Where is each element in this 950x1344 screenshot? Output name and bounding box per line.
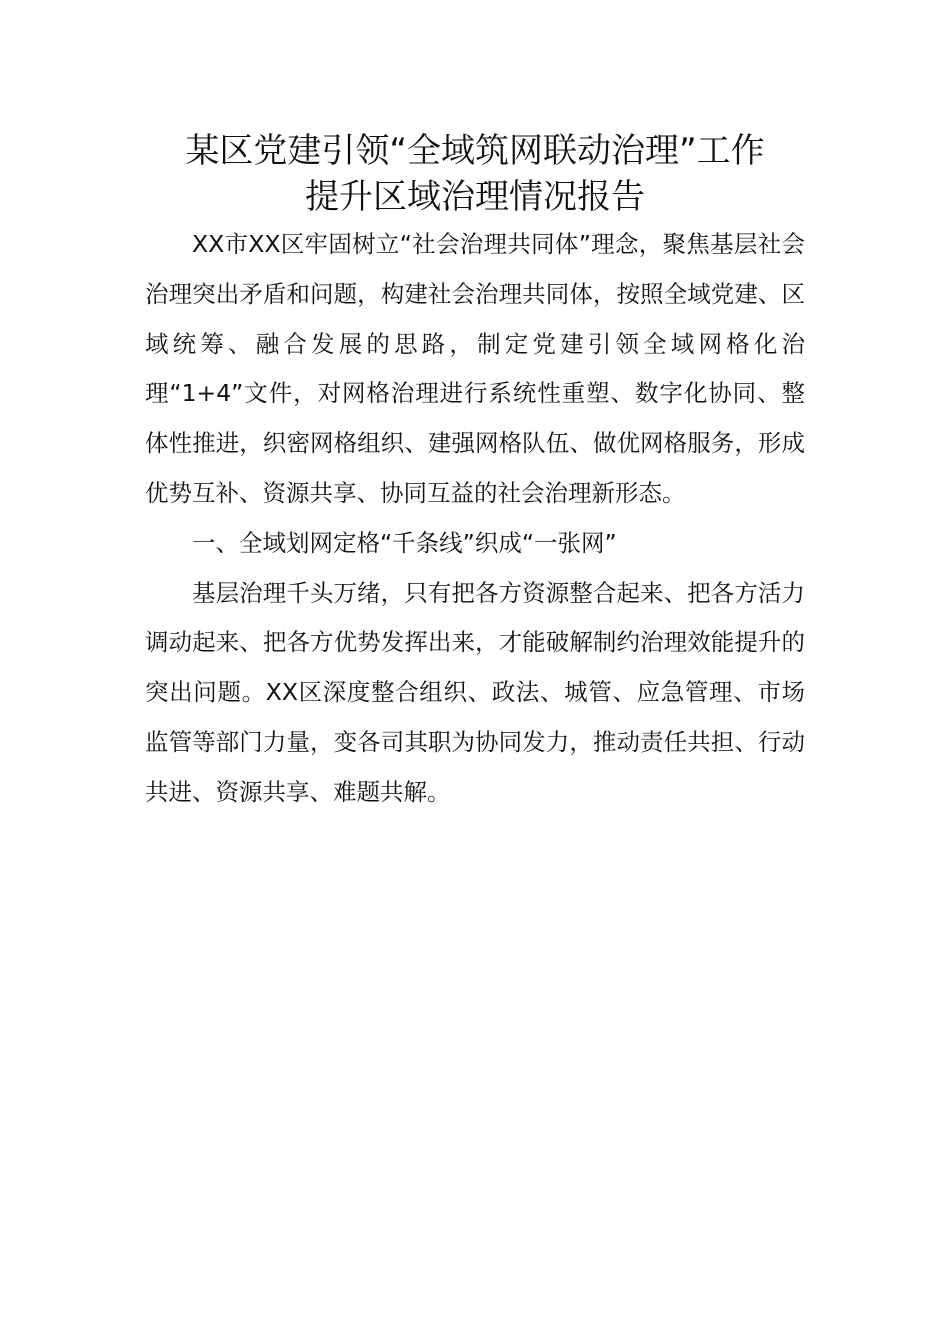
document-content [145,128,805,818]
section-paragraph: 基层治理千头万绪，只有把各方资源整合起来、把各方活力调动起来、把各方优势发挥出来，才能破解制约治理效能提升的突出问题。XX区深度整合组织、政法、城管、应急管理、市场监管等部门力量，变各司其职为协同发力，推动责任共担、行动共进、资源共享、难题共解。 [145,578,805,806]
title-line-1: 某区党建引领“全域筑网联动治理”工作 [185,131,765,171]
document-title [145,128,805,220]
section-heading: 一、全域划网定格“千条线”织成“一张网” [192,528,617,557]
intro-paragraph: XX市XX区牢固树立“社会治理共同体”理念，聚焦基层社会治理突出矛盾和问题，构建社会治理共同体，按照全域党建、区域统筹、融合发展的思路，制定党建引领全域网格化治理“1+4”文件，对网格治理进行系统性重塑、数字化协同、整体性推进，织密网格组织、建强网格队伍、做优网格服务，形成优势互补、资源共享、协同互益的社会治理新形态。 [145,230,805,507]
title-line-2: 提升区域治理情况报告 [305,177,645,217]
